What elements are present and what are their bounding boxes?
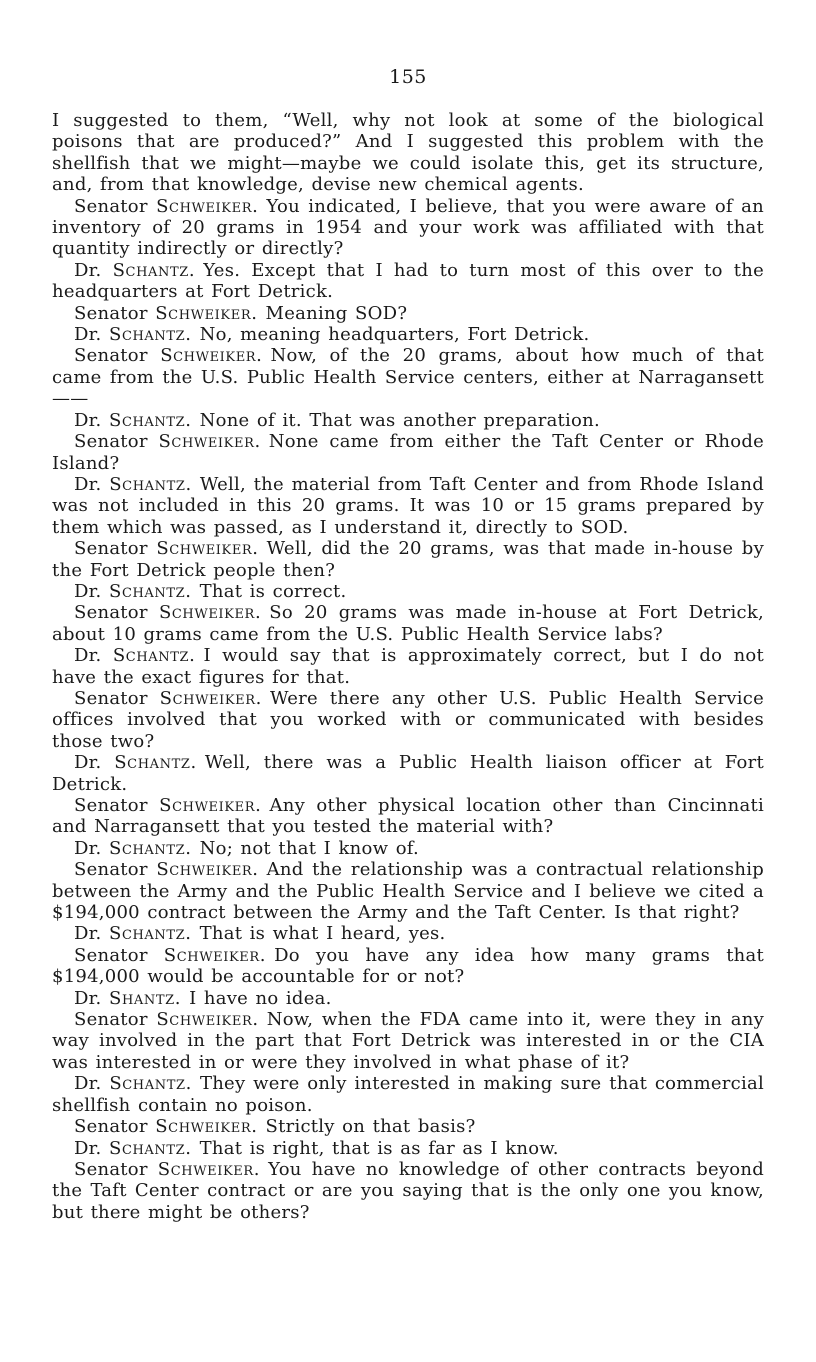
speaker <box>74 859 259 880</box>
speaker <box>74 345 263 366</box>
speaker-role: Dr. <box>74 987 102 1009</box>
speaker-role: Senator <box>74 345 148 367</box>
speaker <box>74 1159 260 1180</box>
speaker-role: Senator <box>74 1158 148 1180</box>
speaker-role: Senator <box>74 795 148 816</box>
transcript-paragraph <box>52 324 764 345</box>
paragraph-text: That is what I heard, yes. <box>199 923 446 945</box>
transcript-paragraph <box>52 752 764 795</box>
speaker <box>74 410 192 431</box>
page-number: 155 <box>389 66 427 88</box>
transcript-paragraph <box>52 645 764 688</box>
speaker-role: Senator <box>74 1116 148 1138</box>
transcript-paragraph <box>52 1073 764 1116</box>
speaker-name: Schantz. <box>109 923 192 945</box>
transcript-paragraph <box>52 1159 764 1223</box>
speaker-role: Dr. <box>74 1073 102 1095</box>
paragraph-text: I have no idea. <box>189 987 332 1009</box>
speaker-name: Schweiker. <box>156 1009 259 1031</box>
speaker <box>74 602 261 623</box>
speaker <box>74 581 192 602</box>
transcript-paragraph <box>52 859 764 923</box>
transcript-paragraph <box>52 923 764 944</box>
paragraph-text: Now, of the 20 grams, about how much of that came from the U.S. Public Health Service centers, either at Narragansett—— <box>52 345 764 410</box>
speaker-name: Schweiker. <box>156 195 259 217</box>
speaker <box>74 196 258 217</box>
speaker-name: Schweiker. <box>155 1116 258 1138</box>
transcript-paragraph <box>52 602 764 645</box>
paragraph-text: Meaning SOD? <box>265 302 408 324</box>
speaker-role: Senator <box>74 195 148 217</box>
paragraph-text: So 20 grams was made in-house at Fort Detrick, about 10 grams came from the U.S. Public Health Service labs? <box>52 602 764 645</box>
speaker <box>74 260 195 281</box>
speaker-role: Dr. <box>74 580 102 602</box>
transcript-paragraph <box>52 431 764 474</box>
speaker-name: Schantz. <box>109 837 192 859</box>
transcript-paragraph <box>52 260 764 303</box>
paragraph-text: Do you have any idea how many grams that $194,000 would be accountable for or not? <box>52 944 764 988</box>
paragraph-text: They were only interested in making sure that commercial shellfish contain no poison. <box>52 1073 764 1116</box>
transcript <box>52 110 764 1223</box>
speaker <box>74 752 197 773</box>
speaker <box>74 688 262 709</box>
paragraph-text: Now, when the FDA came into it, were they in any way involved in the part that Fort Detrick was interested in or the CIA was interested in or were they involved in what phase of it? <box>52 1009 764 1073</box>
speaker <box>74 324 192 345</box>
speaker-name: Schantz. <box>109 580 192 602</box>
paragraph-text: No, meaning headquarters, Fort Detrick. <box>199 324 590 346</box>
transcript-paragraph <box>52 795 764 838</box>
speaker-name: Schweiker. <box>159 687 262 709</box>
speaker-role: Dr. <box>74 645 102 667</box>
speaker-role: Senator <box>74 431 148 453</box>
transcript-paragraph <box>52 110 764 196</box>
speaker-role: Dr. <box>74 473 102 495</box>
speaker-role: Senator <box>74 302 148 324</box>
speaker-name: Schweiker. <box>157 1158 261 1180</box>
speaker <box>74 1116 258 1137</box>
speaker <box>74 795 261 816</box>
paragraph-text: You indicated, I believe, that you were aware of an inventory of 20 grams in 1954 and your work was affiliated with that quantity indirectly or directly? <box>52 195 764 260</box>
speaker-role: Senator <box>74 687 148 709</box>
paragraph-text: That is correct. <box>199 580 347 602</box>
speaker-role: Senator <box>74 538 148 560</box>
speaker <box>74 431 261 452</box>
speaker <box>74 303 258 324</box>
speaker <box>74 1009 259 1030</box>
speaker <box>74 474 192 495</box>
paragraph-text: Well, did the 20 grams, was that made in-house by the Fort Detrick people then? <box>52 538 764 581</box>
speaker-role: Dr. <box>74 324 102 346</box>
paragraph-text: Yes. Except that I had to turn most of this over to the headquarters at Fort Detrick. <box>52 259 765 303</box>
speaker-role: Dr. <box>74 923 102 945</box>
transcript-paragraph <box>52 581 764 602</box>
paragraph-text: None came from either the Taft Center or Rhode Island? <box>52 431 764 474</box>
transcript-paragraph <box>52 345 764 409</box>
transcript-paragraph <box>52 538 764 581</box>
paragraph-text: You have no knowledge of other contracts beyond the Taft Center contract or are you saying that is the only one you know, but there might be others? <box>52 1158 764 1223</box>
speaker-name: Schweiker. <box>158 602 262 624</box>
transcript-paragraph <box>52 945 764 988</box>
speaker-name: Schantz. <box>112 259 196 281</box>
speaker-name: Shantz. <box>109 987 182 1009</box>
speaker-name: Schweiker. <box>156 859 259 881</box>
transcript-paragraph <box>52 688 764 752</box>
speaker <box>74 838 192 859</box>
speaker <box>74 1138 192 1159</box>
paragraph-text: Any other physical location other than Cincinnati and Narragansett that you tested the material with? <box>52 795 764 838</box>
transcript-paragraph <box>52 1116 764 1137</box>
speaker-role: Senator <box>74 944 148 966</box>
speaker-name: Schweiker. <box>158 431 261 453</box>
speaker-name: Schweiker. <box>155 302 258 324</box>
paragraph-text: Well, the material from Taft Center and from Rhode Island was not included in this 20 grams. It was 10 or 15 grams prepared by them which was passed, as I understand it, directly to SOD. <box>52 473 764 538</box>
transcript-paragraph <box>52 838 764 859</box>
transcript-paragraph <box>52 1138 764 1159</box>
speaker-role: Senator <box>74 602 148 624</box>
speaker-name: Schantz. <box>109 409 192 431</box>
transcript-paragraph <box>52 196 764 260</box>
speaker-role: Senator <box>74 859 148 881</box>
paragraph-text: And the relationship was a contractual relationship between the Army and the Public Health Service and I believe we cited a $194,000 contract between the Army and the Taft Center. Is that right? <box>52 859 764 924</box>
speaker <box>74 538 259 559</box>
speaker-name: Schweiker. <box>160 345 263 367</box>
speaker-name: Schantz. <box>109 473 192 495</box>
paragraph-text: None of it. That was another preparation. <box>199 409 600 431</box>
speaker <box>74 923 192 944</box>
speaker-role: Senator <box>74 1009 148 1031</box>
transcript-paragraph <box>52 303 764 324</box>
paragraph-text: I suggested to them, “Well, why not look at some of the biological poisons that are produced?” And I suggested this problem with the shellfish that we might—maybe we could isolate this, get its structure, and, from that knowledge, devise new chemical agents. <box>52 110 764 196</box>
speaker <box>74 988 181 1009</box>
speaker-name: Schantz. <box>109 1137 192 1159</box>
paragraph-text: I would say that is approximately correct, but I do not have the exact figures for that. <box>52 645 764 688</box>
speaker-name: Schantz. <box>109 1073 192 1095</box>
transcript-paragraph <box>52 474 764 538</box>
paragraph-text: Well, there was a Public Health liaison officer at Fort Detrick. <box>52 752 764 795</box>
speaker-role: Dr. <box>74 1137 102 1159</box>
speaker-name: Schweiker. <box>159 795 262 816</box>
transcript-paragraph <box>52 988 764 1009</box>
paragraph-text: Were there any other U.S. Public Health Service offices involved that you worked with or communicated with besides those two? <box>52 687 764 752</box>
speaker-role: Dr. <box>74 837 102 859</box>
paragraph-text: No; not that I know of. <box>199 837 420 859</box>
speaker-name: Schweiker. <box>163 944 267 966</box>
speaker-role: Dr. <box>74 259 102 281</box>
speaker-name: Schantz. <box>114 752 197 774</box>
speaker <box>74 945 266 966</box>
speaker-role: Dr. <box>74 409 102 431</box>
paragraph-text: That is right, that is as far as I know. <box>199 1137 559 1159</box>
speaker <box>74 1073 192 1094</box>
transcript-paragraph <box>52 410 764 431</box>
speaker-name: Schweiker. <box>156 538 259 560</box>
speaker <box>74 645 195 666</box>
speaker-name: Schantz. <box>109 324 192 346</box>
paragraph-text: Strictly on that basis? <box>265 1116 476 1138</box>
transcript-paragraph <box>52 1009 764 1073</box>
speaker-name: Schantz. <box>112 645 196 667</box>
speaker-role: Dr. <box>74 752 102 774</box>
